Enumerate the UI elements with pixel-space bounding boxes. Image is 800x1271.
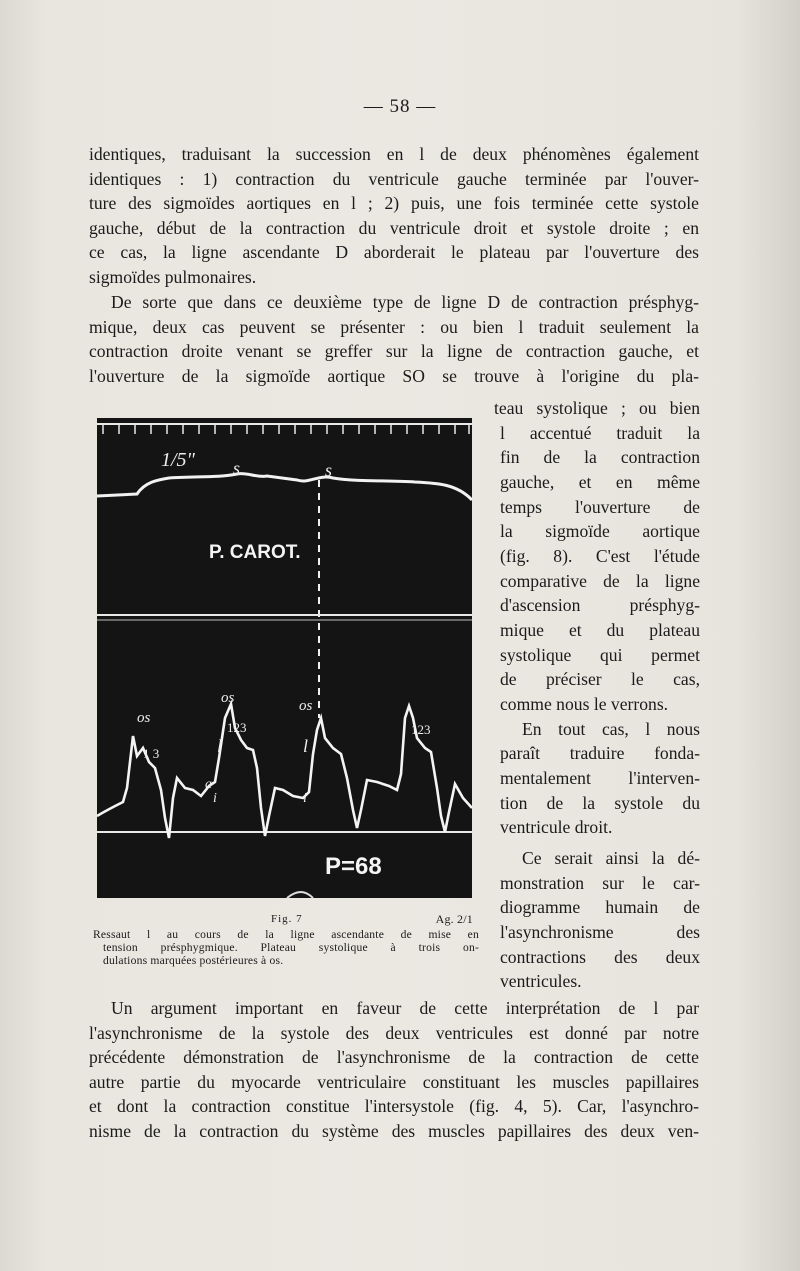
caption-line: Ressaut l au cours de la ligne ascendante de mise en [93,928,479,941]
column-line: temps l'ouverture de [500,497,700,517]
column-line: l'asynchronisme des [500,922,700,942]
figure-number: Fig. 7 [271,913,303,925]
column-line: diogramme humain de [500,897,700,917]
column-line: contractions des deux [500,947,700,967]
text-line: identiques, traduisant la succession en l de deux phénomènes également [89,144,699,164]
column-line: l accentué traduit la [500,423,700,443]
time-mark-label: 1/5" [161,449,195,471]
column-line: mique et du plateau [500,620,700,640]
text-line: ce cas, la ligne ascendante D aborderait le plateau par l'ouverture des [89,242,699,263]
wave-number: 123 [411,722,431,737]
text-line: De sorte que dans ce deuxième type de ligne D de contraction présphyg- [111,292,699,312]
bottom-trace-fragment [287,892,313,898]
column-line: tion de la systole du [500,793,700,813]
paragraph-1 [89,142,699,290]
cardiogram-image [97,418,472,898]
paragraph-2 [89,290,699,388]
column-line: gauche, et en même [500,472,700,492]
os-label: os [221,690,235,706]
text-line: autre partie du myocarde ventriculaire constituant les muscles papillaires [89,1071,699,1092]
i-label: i [303,791,307,806]
column-line: ventricules. [500,971,582,991]
text-line: ture des sigmoïdes aortiques en l ; 2) puis, une fois terminée cette systole [89,193,699,214]
text-line: précédente démonstration de l'asynchronisme de la contraction de cette [89,1047,699,1068]
column-line: mentalement l'interven- [500,768,700,788]
text-line: l'asynchronisme de la systole des deux ventricules est donné par notre [89,1022,699,1043]
cardiogram-figure [97,418,472,898]
column-line: (fig. 8). C'est l'étude [500,546,700,566]
column-line: comparative de la ligne [500,571,700,591]
column-line: de préciser le cas, [500,669,700,689]
column-line: paraît traduire fonda- [500,743,700,763]
caption-line: tension présphygmique. Plateau systolique à trois on- [103,941,479,954]
text-line: Un argument important en faveur de cette interprétation de l par [111,998,699,1018]
s-label: s [325,460,333,480]
text-line: identiques : 1) contraction du ventricule gauche terminée par l'ouver- [89,168,699,189]
i-label: i [213,791,217,806]
figure-caption [93,913,479,967]
wave-number: 123 [227,720,247,735]
wave-number: 1 3 [143,746,160,761]
figure-scale: Ag. 2/1 [435,912,473,926]
column-line: ventricule droit. [500,817,613,837]
column-line: Ce serait ainsi la dé- [522,848,700,868]
paragraph-3 [89,996,699,1144]
column-line: la sigmoïde aortique [500,521,700,541]
text-line: mique, deux cas peuvent se présenter : ou bien l traduit seulement la [89,316,699,337]
page-number: — 58 — [363,96,437,117]
column-line: monstration sur le car- [500,873,700,893]
os-label: os [299,698,313,714]
s-label: s [233,458,241,478]
column-line: fin de la contraction [500,447,700,467]
column-line: En tout cas, l nous [522,719,700,739]
text-line: gauche, début de la contraction du ventricule droit et systole droite ; en [89,217,699,238]
caption-line: dulations marquées postérieures à os. [103,954,284,967]
l-label: l [217,736,223,756]
text-line: l'ouverture de la sigmoïde aortique SO se trouve à l'origine du pla- [89,365,699,386]
text-line: et dont la contraction constitue l'intersystole (fig. 4, 5). Car, l'asynchro- [89,1096,699,1117]
column-line: teau systolique ; ou bien [494,398,700,418]
column-line: comme nous le verrons. [500,694,669,714]
column-line: d'ascension présphyg- [500,595,700,615]
a-label: a [205,777,212,792]
os-label: os [137,710,151,726]
time-ticks [103,424,469,434]
carotid-trace [97,474,472,500]
text-line: contraction droite venant se greffer sur la ligne de contraction gauche, et [89,341,699,362]
pulse-label: P=68 [325,853,382,880]
carotid-label: P. CAROT. [209,542,301,563]
text-line: sigmoïdes pulmonaires. [89,266,257,287]
column-line: systolique qui permet [500,645,700,665]
text-line: nisme de la contraction du système des muscles papillaires des deux ven- [89,1120,699,1141]
l-label: l [303,736,309,756]
